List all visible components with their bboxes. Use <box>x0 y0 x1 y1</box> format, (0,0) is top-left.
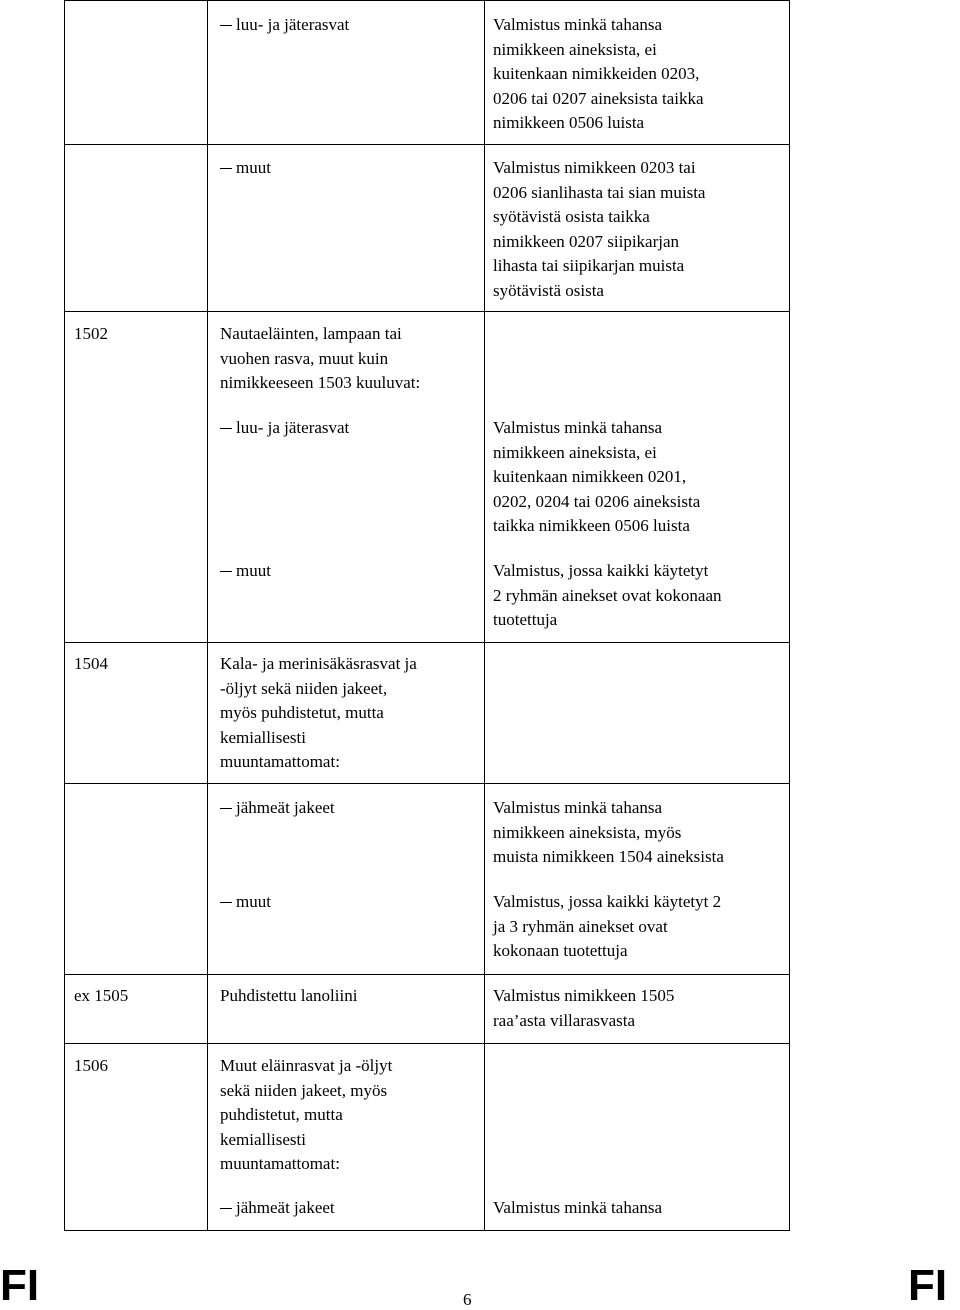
table-row-divider <box>64 642 790 643</box>
table-row-divider <box>64 783 790 784</box>
heading-number: 1504 <box>74 654 108 673</box>
table-border-top <box>64 0 790 1</box>
table-border-left <box>64 0 65 1230</box>
indent-dash <box>220 25 232 26</box>
language-code-left: FI <box>0 1261 40 1310</box>
working-requirement: Valmistus minkä tahansa nimikkeen aineksista, ei kuitenkaan nimikkeiden 0203, 0206 tai 0207 aineksista taikka nimikkeen 0506 luista <box>493 15 704 132</box>
product-description: Puhdistettu lanoliini <box>220 986 358 1005</box>
product-description: muut <box>236 892 271 911</box>
language-code-right: FI <box>908 1261 948 1310</box>
heading-number: 1506 <box>74 1056 108 1075</box>
working-requirement: Valmistus minkä tahansa nimikkeen aineksista, myös muista nimikkeen 1504 aineksista <box>493 798 724 866</box>
indent-dash <box>220 168 232 169</box>
product-description: jähmeät jakeet <box>236 1198 335 1217</box>
product-description: Kala- ja merinisäkäsrasvat ja -öljyt sekä niiden jakeet, myös puhdistetut, mutta kemiallisesti muuntamattomat: <box>220 654 417 771</box>
indent-dash <box>220 1208 232 1209</box>
table-column-divider-1 <box>207 0 208 1230</box>
heading-number: 1502 <box>74 324 108 343</box>
table-row-divider <box>64 1043 790 1044</box>
table-row-divider <box>64 311 790 312</box>
product-description: luu- ja jäterasvat <box>236 418 350 437</box>
working-requirement: Valmistus minkä tahansa nimikkeen aineksista, ei kuitenkaan nimikkeen 0201, 0202, 0204 tai 0206 aineksista taikka nimikkeen 0506 luista <box>493 418 701 535</box>
table-border-bottom <box>64 1230 790 1231</box>
table-column-divider-2 <box>484 0 485 1230</box>
product-description: luu- ja jäterasvat <box>236 15 350 34</box>
working-requirement: Valmistus minkä tahansa <box>493 1198 663 1217</box>
table-row-divider <box>64 144 790 145</box>
working-requirement: Valmistus nimikkeen 0203 tai 0206 sianlihasta tai sian muista syötävistä osista taikka nimikkeen 0207 siipikarjan lihasta tai siipikarjan muista syötävistä osista <box>493 158 706 300</box>
table-row-divider <box>64 974 790 975</box>
indent-dash <box>220 902 232 903</box>
working-requirement: Valmistus nimikkeen 1505 raa’asta villarasvasta <box>493 986 675 1030</box>
indent-dash <box>220 428 232 429</box>
product-description: muut <box>236 158 271 177</box>
table-border-right <box>789 0 790 1230</box>
page-number: 6 <box>463 1290 472 1309</box>
product-description: Muut eläinrasvat ja -öljyt sekä niiden jakeet, myös puhdistetut, mutta kemiallisesti muuntamattomat: <box>220 1056 393 1173</box>
indent-dash <box>220 808 232 809</box>
product-description: jähmeät jakeet <box>236 798 335 817</box>
product-description: muut <box>236 561 271 580</box>
heading-number: ex 1505 <box>74 986 129 1005</box>
product-description: Nautaeläinten, lampaan tai vuohen rasva, muut kuin nimikkeeseen 1503 kuuluvat: <box>220 324 421 392</box>
working-requirement: Valmistus, jossa kaikki käytetyt 2 ryhmän ainekset ovat kokonaan tuotettuja <box>493 561 722 629</box>
working-requirement: Valmistus, jossa kaikki käytetyt 2 ja 3 ryhmän ainekset ovat kokonaan tuotettuja <box>493 892 722 960</box>
indent-dash <box>220 571 232 572</box>
